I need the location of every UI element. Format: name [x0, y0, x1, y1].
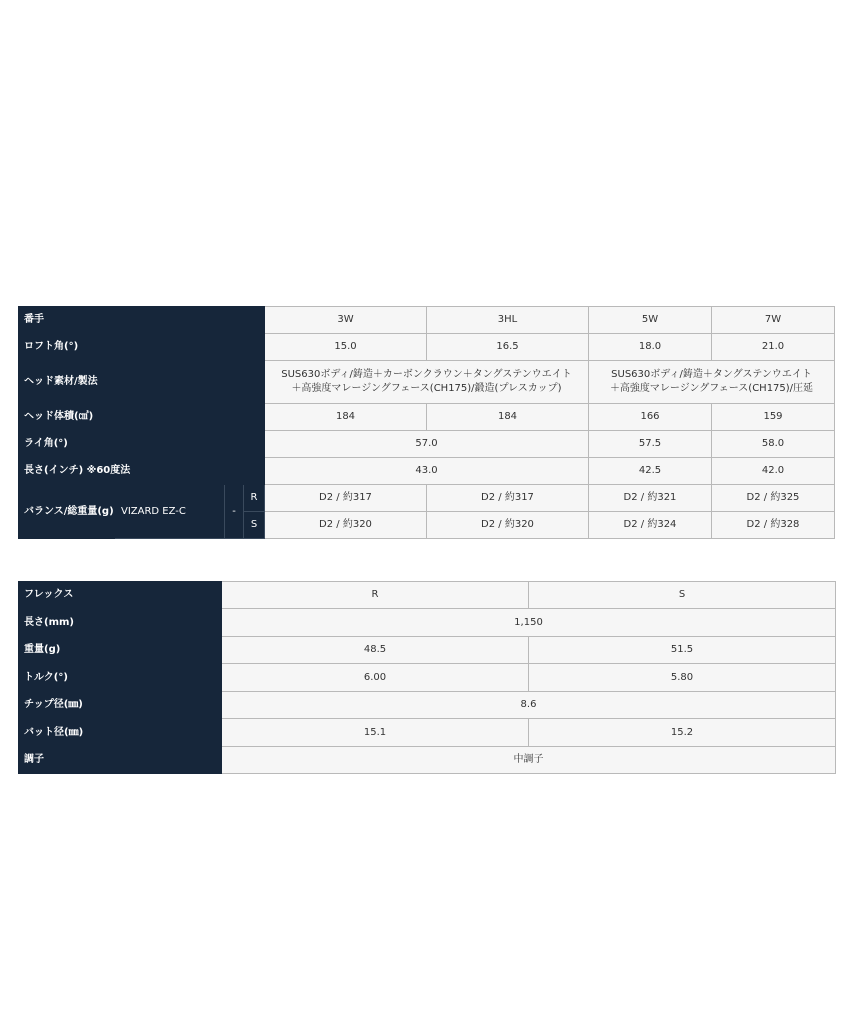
row-torque	[19, 664, 836, 692]
cell-weight: 51.5	[529, 637, 836, 664]
cell-loft: 21.0	[712, 334, 835, 361]
row-tip	[19, 692, 836, 719]
cell-butt: 15.2	[529, 719, 836, 747]
cell-loft: 16.5	[427, 334, 589, 361]
header-tip: チップ径(㎜)	[19, 692, 222, 719]
shaft-spec-table	[18, 581, 836, 774]
header-shaft-length: 長さ(mm)	[19, 609, 222, 637]
row-butt	[19, 719, 836, 747]
cell-material-3w-3hl	[265, 361, 589, 404]
cell-model-3w: 3W	[265, 307, 427, 334]
shaft-name: VIZARD EZ-C	[115, 485, 225, 539]
cell-volume: 184	[427, 404, 589, 431]
cell-length: 43.0	[265, 458, 589, 485]
cell-lie: 58.0	[712, 431, 835, 458]
cell-shaft-length: 1,150	[222, 609, 836, 637]
head-spec-table	[18, 306, 835, 539]
cell-balance-s: D2 / 約328	[712, 512, 835, 539]
cell-butt: 15.1	[222, 719, 529, 747]
cell-model-7w: 7W	[712, 307, 835, 334]
row-weight	[19, 637, 836, 664]
material-line: ＋高強度マレージングフェース(CH175)/圧延	[609, 383, 814, 394]
cell-kick: 中調子	[222, 747, 836, 774]
cell-balance-r: D2 / 約321	[589, 485, 712, 512]
cell-weight: 48.5	[222, 637, 529, 664]
cell-length: 42.5	[589, 458, 712, 485]
header-kick: 調子	[19, 747, 222, 774]
cell-loft: 18.0	[589, 334, 712, 361]
cell-torque: 6.00	[222, 664, 529, 692]
cell-lie: 57.5	[589, 431, 712, 458]
cell-loft: 15.0	[265, 334, 427, 361]
cell-tip: 8.6	[222, 692, 836, 719]
cell-material-5w-7w	[589, 361, 835, 404]
row-material	[19, 361, 835, 404]
header-torque: トルク(°)	[19, 664, 222, 692]
header-flex: フレックス	[19, 582, 222, 609]
flex-s-label: S	[244, 512, 265, 539]
material-line: SUS630ボディ/鋳造＋カーボンクラウン＋タングステンウエイト	[281, 369, 572, 380]
header-balance: バランス/総重量(g)	[19, 485, 115, 539]
flex-r-label: R	[244, 485, 265, 512]
cell-balance-r: D2 / 約317	[427, 485, 589, 512]
cell-balance-s: D2 / 約320	[427, 512, 589, 539]
cell-volume: 159	[712, 404, 835, 431]
cell-volume: 166	[589, 404, 712, 431]
cell-lie: 57.0	[265, 431, 589, 458]
cell-flex: S	[529, 582, 836, 609]
row-number	[19, 307, 835, 334]
row-lie	[19, 431, 835, 458]
row-balance-r	[19, 485, 835, 512]
header-length: 長さ(インチ) ※60度法	[19, 458, 265, 485]
material-line: SUS630ボディ/鋳造＋タングステンウエイト	[611, 369, 812, 380]
shaft-dash: -	[225, 485, 244, 539]
row-flex	[19, 582, 836, 609]
cell-volume: 184	[265, 404, 427, 431]
cell-model-5w: 5W	[589, 307, 712, 334]
header-weight: 重量(g)	[19, 637, 222, 664]
cell-balance-s: D2 / 約320	[265, 512, 427, 539]
header-butt: バット径(㎜)	[19, 719, 222, 747]
cell-torque: 5.80	[529, 664, 836, 692]
row-volume	[19, 404, 835, 431]
row-kick	[19, 747, 836, 774]
header-lie: ライ角(°)	[19, 431, 265, 458]
cell-flex: R	[222, 582, 529, 609]
material-line: ＋高強度マレージングフェース(CH175)/鍛造(プレスカップ)	[291, 383, 562, 394]
cell-balance-r: D2 / 約317	[265, 485, 427, 512]
row-loft	[19, 334, 835, 361]
row-length	[19, 458, 835, 485]
cell-balance-r: D2 / 約325	[712, 485, 835, 512]
cell-model-3hl: 3HL	[427, 307, 589, 334]
header-number: 番手	[19, 307, 265, 334]
header-material: ヘッド素材/製法	[19, 361, 265, 404]
header-volume: ヘッド体積(㎤)	[19, 404, 265, 431]
row-shaft-length	[19, 609, 836, 637]
header-loft: ロフト角(°)	[19, 334, 265, 361]
cell-length: 42.0	[712, 458, 835, 485]
cell-balance-s: D2 / 約324	[589, 512, 712, 539]
